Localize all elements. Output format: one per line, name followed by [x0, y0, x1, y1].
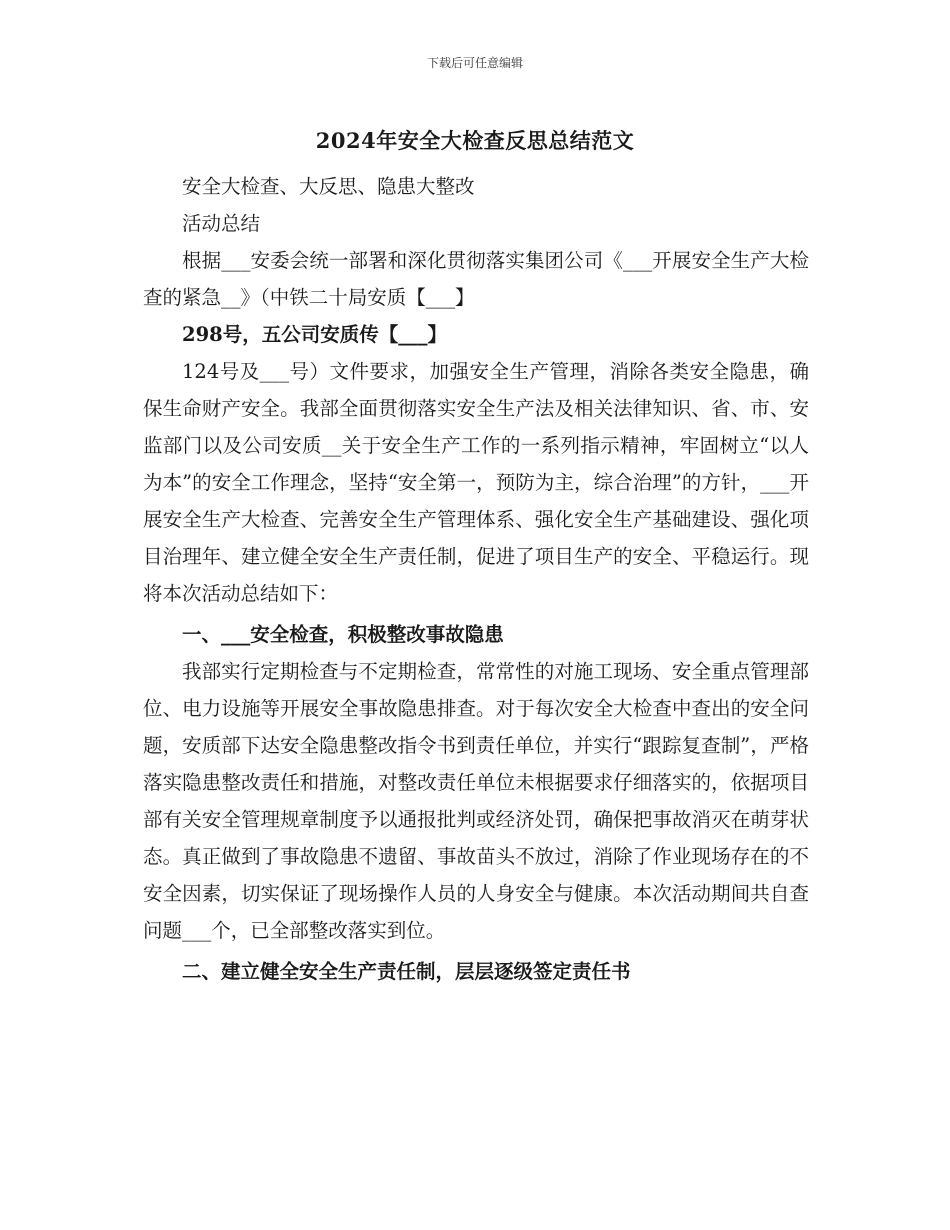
- section-heading-1: 一、___安全检查，积极整改事故隐患: [182, 623, 504, 646]
- document-body: [143, 168, 809, 990]
- paragraph-requirements: 124号及___号）文件要求，加强安全生产管理，消除各类安全隐患，确保生命财产安全。我部全面贯彻落实安全生产法及相关法律知识、省、市、安监部门以及公司安质__关于安全生产工作的一系列指示精神，牢固树立“以人为本”的安全工作理念，坚持“安全第一，预防为主，综合治理”的方针，___开展安全生产大检查、完善安全生产管理体系、强化安全生产基础建设、强化项目治理年、建立健全安全生产责任制，促进了项目生产的安全、平稳运行。现将本次活动总结如下：: [143, 360, 809, 605]
- document-title: 2024年安全大检查反思总结范文: [315, 128, 635, 153]
- paragraph-doc-number: 298号，五公司安质传【___】: [182, 323, 447, 346]
- paragraph-summary-label: 活动总结: [182, 212, 261, 235]
- paragraph-basis: 根据___安委会统一部署和深化贯彻落实集团公司《___开展安全生产大检查的紧急__》（中铁二十局安质【___】: [143, 249, 809, 309]
- section-heading-2: 二、建立健全安全生产责任制，层层逐级签定责任书: [182, 960, 631, 983]
- paragraph-subtitle: 安全大检查、大反思、隐患大整改: [182, 175, 475, 198]
- paragraph-inspection: 我部实行定期检查与不定期检查，常常性的对施工现场、安全重点管理部位、电力设施等开展安全事故隐患排查。对于每次安全大检查中查出的安全问题，安质部下达安全隐患整改指令书到责任单位，并实行“跟踪复查制”，严格落实隐患整改责任和措施，对整改责任单位未根据要求仔细落实的，依据项目部有关安全管理规章制度予以通报批判或经济处罚，确保把事故消灭在萌芽状态。真正做到了事故隐患不遗留、事故苗头不放过，消除了作业现场存在的不安全因素，切实保证了现场操作人员的人身安全与健康。本次活动期间共自查问题___个，已全部整改落实到位。: [143, 660, 809, 942]
- page-header-note: 下载后可任意编辑: [426, 56, 523, 70]
